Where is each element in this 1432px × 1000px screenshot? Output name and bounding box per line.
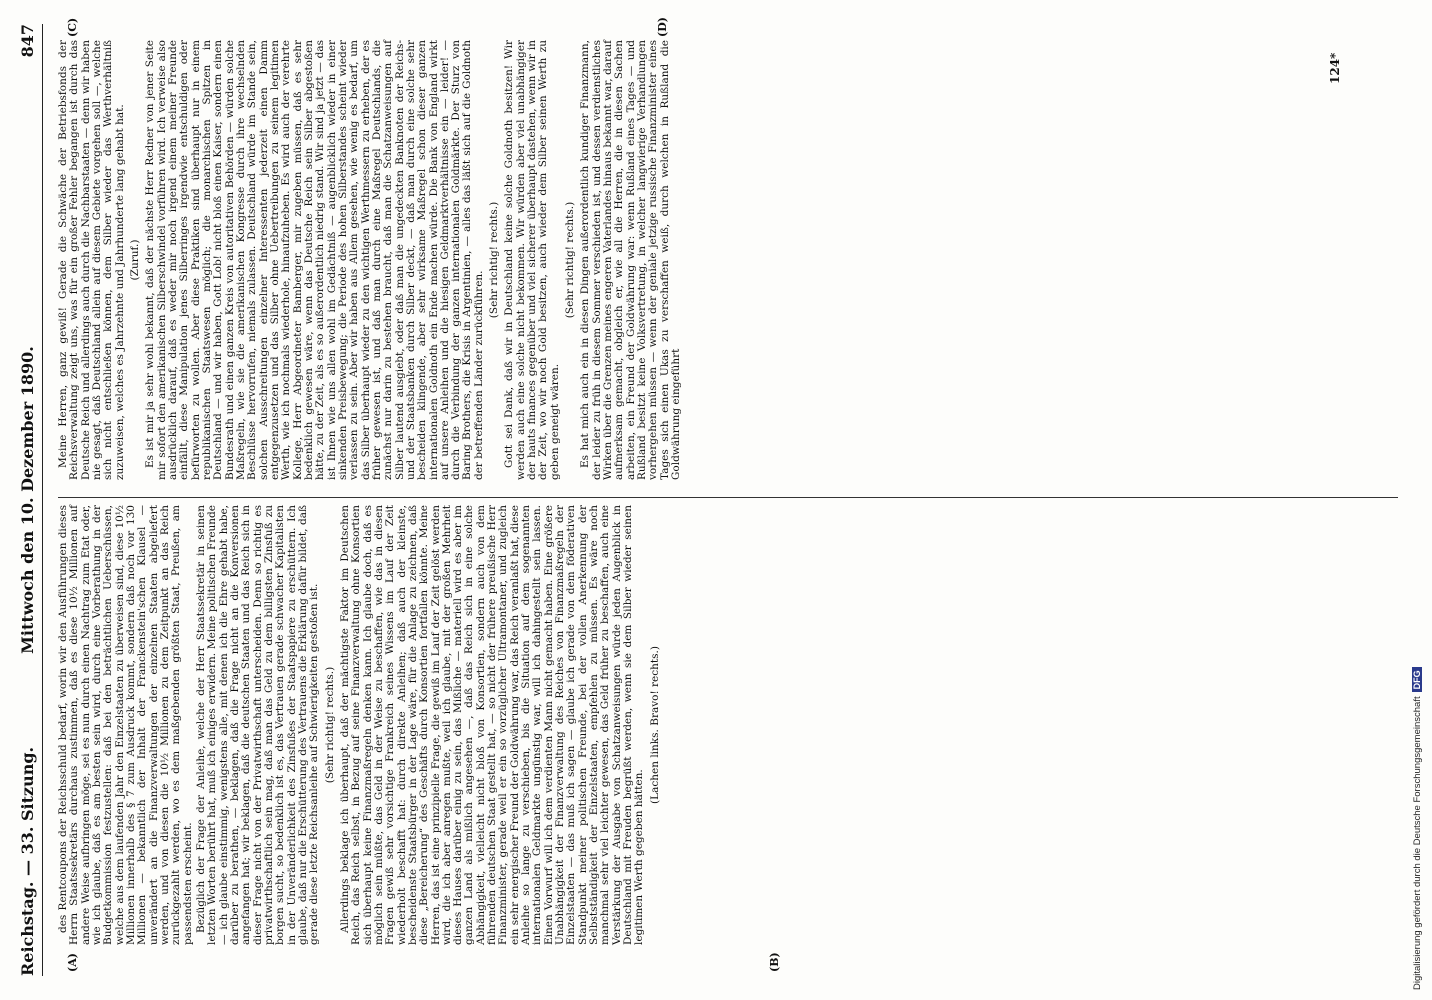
credit-text: Digitalisierung gefördert durch die Deutsche Forschungsgemeinschaft bbox=[1412, 696, 1423, 990]
header-left: Reichstag. — 33. Sitzung. bbox=[18, 746, 37, 976]
paragraph: Gott sei Dank, daß wir in Deutschland keine solche Goldnoth besitzen! Wir werden auch eine solche nicht bekommen. Wir würden aber viel unabhängiger der hauts finances gegenüber und viel sicherer überhaupt dastehen, wenn wir in der Zeit, wo wir noch Gold besitzen, auch wieder dem Silber seinen Werth zu geben geneigt wären. bbox=[503, 40, 561, 480]
paragraph: Es ist mir ja sehr wohl bekannt, daß der nächste Herr Redner von jener Seite mir sofort den amerikanischen Silberschwindel vorführen wird. Ich verweise also ausdrücklich darauf, daß es weder mir noch irgend einem meiner Freunde einfällt, diese Manipulation jenes Silberringes irgendwie entschuldigen oder befürworten zu wollen. Aber diese Praktiken sind überhaupt nur in einem republikanischen Staatswesen möglich; die monarchischen Spitzen in Deutschland — und wir haben, Gott Lob! nicht bloß einen Kaiser, sondern einen Bundesrath und einen ganzen Kreis von autoritativen Behörden — würden solche Maßregeln, wie sie die amerikanischen Kongresse durch ihre wechselnden Beschlüsse hervorrufen, niemals zulassen. Deutschland würde im Stande sein, solchen Ausschreitungen einzelner Interessenten jederzeit einen Damm entgegenzusetzen und das Silber ohne Uebertreibungen zu seinem legitimen Werth, wie ich nochmals wiederhole, hinaufzuheben. Es wird auch der verehrte Kollege, Herr Abgeordneter Bamberger, mir zugeben müssen, daß es sehr bedenklich gewesen wäre, wenn das Deutsche Reich sein Silber abgestoßen hätte, zu der Zeit, als es so außerordentlich niedrig stand. Wir sind ja jetzt — das ist Ihnen wie uns allen wohl im Gedächtniß — augenblicklich wieder in einer sinkenden Preisbewegung; die Periode des hohen Silberstandes scheint wieder verlassen zu sein. Aber wir haben aus Allem gesehen, wie wenig es bedarf, um das Silber überhaupt wieder zu den wichtigen Werthmessern zu erheben, der es früher gewesen ist, und daß man durch eine Maßregel Deutschlands, die zunächst nur darin zu bestehen braucht, daß man die Schatzanweisungen auf Silber lautend ausgiebt, oder daß man die ungedeckten Banknoten der Reichs- und der Staatsbanken durch Silber deckt, — daß man durch eine solche sehr bescheiden klingende, aber sehr wirksame Maßregel schon dieser ganzen internationalen Goldnoth ein Ende machen würde. Die Bank von England wirkt auf unsere Anleihen und die hiesigen Geldmarktverhältnisse ein — leider! — durch die Verbindung der ganzen internationalen Goldmärkte. Der Sturz von Baring Brothers, die Krisis in Argentinien, — alles das läßt sich auf die Goldnoth der betreffenden Länder zurückführen. bbox=[144, 40, 485, 480]
paragraph: Meine Herren, ganz gewiß! Gerade die Schwäche der Betriebsfonds der Reichsverwaltung zeigt uns, was für ein großer Fehler begangen ist durch das Deutsche Reich und allerdings auch durch die Nachbarstaaten — denn wir haben nie gesagt, daß Deutschland allein auf diesem Gebiete vorgehen soll —, welche sich nicht entschließen können, dem Silber wieder das Werthverhältniß zuzuweisen, welches es Jahrzehnte und Jahrhunderte lang gehabt hat. bbox=[57, 40, 126, 480]
paragraph: des Rentcoupons der Reichsschuld bedarf, worin wir den Ausführungen dieses Herrn Staatssekretärs durchaus zustimmen, daß es diese 10½ Millionen auf andere Weise aufbringen möge, sei es nun durch einen Nachtrag zum Etat oder, wie ich glaube, daß es am besten sein wird, durch eine Vorberathung in der Budgetkommission festzustellen: daß bei den beträchtlichen Ueberschüssen, welche aus dem laufenden Jahr den Einzelstaaten zu überweisen sind, diese 10½ Millionen innerhalb des § 7 zum Ausdruck kommt, sondern daß noch vor 130 Millionen — bekanntlich der Inhalt der Franckenstein'schen Klausel — unverändert an die Finanzverwaltungen der einzelnen Staaten abgeliefert werden, und von diesen die 10½ Millionen zu dem Zeitpunkt an das Reich zurückgezahlt werden, wo es dem maßgebenden größten Staat, Preußen, am passendsten erscheint. bbox=[57, 505, 194, 945]
text-column-left bbox=[58, 505, 665, 945]
paragraph: Es hat mich auch ein in diesen Dingen außerordentlich kundiger Finanzmann, der leider zu früh in diesem Sommer verschieden ist, und dessen verdienstliches Wirken über die Grenzen meines engeren Vaterlandes hinaus bekannt war, darauf aufmerksam gemacht, obgleich er, wie all die Herren, die in diesen Sachen arbeiten, ein Freund der Goldwährung war: wenn Rußland eines Tages — und Rußland besitzt keine Volksvertretung, in welcher langwierige Verhandlungen vorhergehen müssen — wenn der geniale jetzige russische Finanzminister eines Tages sich einen Ukas zu verschaffen weiß, durch welchen in Rußland die Goldwährung eingeführt bbox=[579, 40, 683, 480]
interjection: (Sehr richtig! rechts.) bbox=[323, 666, 336, 784]
paragraph: Bezüglich der Frage der Anleihe, welche der Herr Staatssekretär in seinen letzten Worten berührt hat, muß ich einiges erwidern. Meine politischen Freunde — ich glaube einstimmig, wenigstens alle, mit denen ich die Ehre gehabt habe, darüber zu berathen, — beklagen, daß die Frage nicht an die Konversionen angefangen hat; wir beklagen, daß die deutschen Staaten und das Reich sich in dieser Frage nicht von der Privatwirthschaft unterscheiden. Denn so richtig es privatwirthschaftlich sein mag, daß man das Geld zu dem billigsten Zinsfuß zu borgen sucht, so bedenklich ist es, das Vertrauen gerade schwacher Kapitalisten in der Unveränderlichkeit des Zinsfußes der Staatspapiere zu erschüttern. Ich glaube, daß nur die Erschütterung des Vertrauens die Erklärung dafür bildet, daß gerade diese letzte Reichsanleihe auf Schwierigkeiten gestoßen ist. bbox=[194, 505, 321, 945]
column-divider bbox=[58, 497, 1398, 498]
digitization-credit bbox=[1412, 667, 1423, 990]
interjection: (Zuruf.) bbox=[128, 239, 141, 281]
page-header bbox=[14, 24, 43, 976]
signature-mark: 124* bbox=[1328, 52, 1342, 84]
paragraph: Allerdings beklage ich überhaupt, daß der mächtigste Faktor im Deutschen Reich, das Reich selbst, in Bezug auf seine Finanzverwaltung ohne Konsortien sich überhaupt keine Finanzmaßregeln denken kann. Ich glaube doch, daß es möglich sein müßte, das Geld in der Weise zu beschaffen, wie das in diesen Fragen gewiß sehr vorsichtige Frankreich seines Wissens im Lauf der Zeit wiederholt beschafft hat: durch direkte Anleihen; daß auch der kleinste, bescheidenste Staatsbürger in der Lage wäre, für die Anlage zu zeichnen, daß diese „Bereicherung“ des Geschäfts durch Konsortien fortfallen könnte. Meine Herren, das ist eine prinzipielle Frage, die gewiß im Lauf der Zeit gelöst werden wird, die ich aber anregen mußte, weil ich glaube, mit der großen Mehrheit dieses Hauses darüber einig zu sein, das Mißliche — materiell wird es aber im ganzen Land als mißlich angesehen —, daß das Reich sich in eine solche Abhängigkeit, vielleicht nicht bloß von Konsortien, sondern auch von dem führenden deutschen Staat gestellt hat, — so nicht der frühere preußische Herr Finanzminister, gerade weil er ein so vorzüglicher Ultramontaner, und zugleich ein sehr energischer Freund der Goldwährung war, das Reich veranlaßt hat, diese Anleihe so lange zu verschieben, bis die Situation auf dem sogenannten internationalen Geldmarkte ungünstig war, will ich dahingestellt sein lassen. Einen Vorwurf will ich dem verdienten Mann nicht gemacht haben. Eine größere Unabhängigkeit der Finanzverwaltung des Reiches von Finanzmaßregeln der Einzelstaaten — das muß ich sagen — glaube ich gerade von dem föderativen Standpunkt meiner politischen Freunde, bei der vollen Anerkennung der Selbstständigkeit der Einzelstaaten, empfehlen zu müssen. Es wäre noch manchmal sehr viel leichter gewesen, das Geld früher zu beschaffen, auch eine Verstärkung der Ausgabe von Schatzanweisungen würde jeden Augenblick in Deutschland mit Freuden begrüßt werden, wenn sie dem Silber wieder seinen legitimen Werth gegeben hätten. bbox=[338, 505, 646, 945]
interjection: (Sehr richtig! rechts.) bbox=[564, 201, 577, 319]
margin-marker-c: (C) bbox=[66, 17, 79, 37]
text-column-right bbox=[58, 40, 684, 480]
margin-marker-d: (D) bbox=[656, 17, 669, 37]
margin-marker-a: (A) bbox=[66, 953, 79, 972]
margin-marker-b: (B) bbox=[768, 952, 781, 972]
header-date: Mittwoch den 10. Dezember 1890. bbox=[18, 346, 37, 654]
interjection: (Sehr richtig! rechts.) bbox=[488, 201, 501, 319]
interjection: (Lachen links. Bravo! rechts.) bbox=[648, 646, 661, 804]
dfg-logo: DFG bbox=[1412, 667, 1422, 692]
page-number: 847 bbox=[18, 24, 37, 58]
